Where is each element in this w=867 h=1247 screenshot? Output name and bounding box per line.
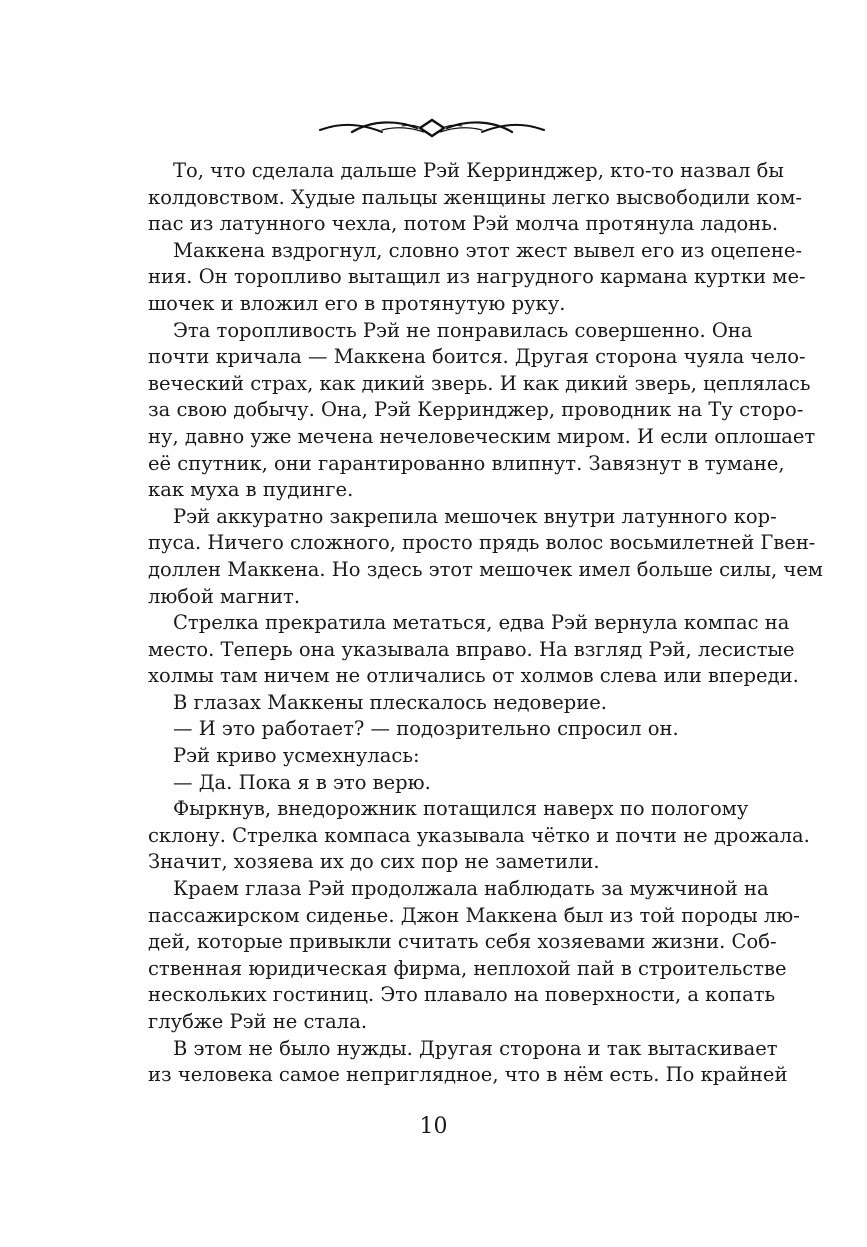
- text-line: как муха в пудинге.: [148, 478, 354, 502]
- paragraph: [148, 158, 803, 238]
- text-line: нескольких гостиниц. Это плавало на поверхности, а копать: [148, 983, 776, 1007]
- paragraph: [148, 796, 810, 876]
- ornament-divider-icon: [312, 108, 552, 144]
- paragraph: [148, 318, 816, 504]
- text-line: Стрелка прекратила метаться, едва Рэй вернула компас на: [173, 611, 790, 635]
- text-line: почти кричала — Маккена боится. Другая сторона чуяла чело-: [148, 345, 806, 369]
- text-line: ственная юридическая фирма, неплохой пай в строительстве: [148, 956, 787, 980]
- body-text: [148, 158, 823, 1089]
- text-line: шочек и вложил его в протянутую руку.: [148, 291, 566, 315]
- text-line: склону. Стрелка компаса указывала чётко и почти не дрожала.: [148, 823, 810, 847]
- text-line: Рэй криво усмехнулась:: [173, 744, 420, 768]
- text-line: В глазах Маккены плескалось недоверие.: [173, 690, 607, 714]
- text-line: глубже Рэй не стала.: [148, 1010, 368, 1033]
- text-line: холмы там ничем не отличались от холмов слева или впереди.: [148, 664, 799, 688]
- text-line: пуса. Ничего сложного, просто прядь волос восьмилетней Гвен-: [148, 531, 816, 555]
- text-line: веческий страх, как дикий зверь. И как дикий зверь, цеплялась: [148, 371, 811, 395]
- text-line: Фыркнув, внедорожник потащился наверх по пологому: [173, 797, 749, 821]
- text-line: То, что сделала дальше Рэй Керринджер, кто-то назвал бы: [173, 159, 784, 182]
- text-line: — Да. Пока я в это верю.: [173, 770, 431, 794]
- text-line: её спутник, они гарантированно влипнут. Завязнут в тумане,: [148, 451, 785, 475]
- text-line: любой магнит.: [148, 584, 301, 608]
- text-line: доллен Маккена. Но здесь этот мешочек имел больше силы, чем: [148, 557, 823, 581]
- text-line: колдовством. Худые пальцы женщины легко высвободили ком-: [148, 185, 803, 209]
- paragraph: [148, 610, 799, 690]
- paragraph: [148, 770, 738, 797]
- text-line: за свою добычу. Она, Рэй Керринджер, проводник на Ту сторо-: [148, 398, 804, 422]
- page-number: 10: [419, 1114, 448, 1139]
- text-line: В этом не было нужды. Другая сторона и так вытаскивает: [173, 1036, 778, 1060]
- text-line: пас из латунного чехла, потом Рэй молча протянула ладонь.: [148, 212, 779, 236]
- text-line: пассажирском сиденье. Джон Маккена был из той породы лю-: [148, 903, 800, 927]
- text-line: из человека самое неприглядное, что в нём есть. По крайней: [148, 1063, 788, 1087]
- paragraph: [148, 690, 738, 717]
- text-line: Краем глаза Рэй продолжала наблюдать за мужчиной на: [173, 877, 769, 901]
- paragraph: [148, 238, 806, 318]
- text-line: ну, давно уже мечена нечеловеческим миром. И если оплошает: [148, 424, 816, 448]
- paragraph: [148, 716, 738, 743]
- paragraph: [148, 504, 823, 610]
- text-line: место. Теперь она указывала вправо. На взгляд Рэй, лесистые: [148, 637, 795, 661]
- text-line: Маккена вздрогнул, словно этот жест вывел его из оцепене-: [173, 238, 803, 262]
- paragraph: [148, 876, 800, 1036]
- text-line: Значит, хозяева их до сих пор не заметили.: [148, 850, 600, 874]
- text-line: — И это работает? — подозрительно спросил он.: [173, 717, 679, 741]
- text-line: Эта торопливость Рэй не понравилась совершенно. Она: [173, 318, 753, 342]
- text-line: дей, которые привыкли считать себя хозяевами жизни. Соб-: [148, 930, 777, 954]
- text-line: Рэй аккуратно закрепила мешочек внутри латунного кор-: [173, 504, 777, 528]
- paragraph: [148, 1036, 788, 1089]
- text-line: ния. Он торопливо вытащил из нагрудного кармана куртки ме-: [148, 265, 806, 289]
- paragraph: [148, 743, 738, 770]
